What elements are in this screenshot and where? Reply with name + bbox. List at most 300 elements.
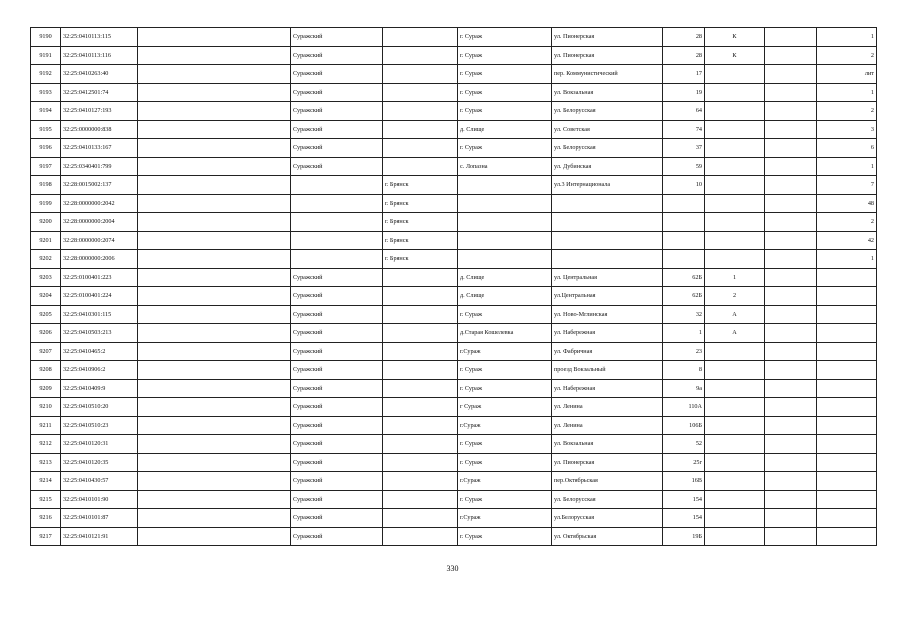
settlement-cell: г.Сураж: [458, 509, 552, 528]
cadastral-number: 32:25:0410113:115: [61, 28, 138, 47]
column-blank: [138, 213, 291, 232]
house-number-cell: 59: [663, 157, 705, 176]
row-number: 9191: [31, 46, 61, 65]
district-cell: Суражский: [291, 472, 383, 491]
column-blank: [138, 65, 291, 84]
district-cell: Суражский: [291, 379, 383, 398]
city-cell: [383, 435, 458, 454]
column-blank: [138, 472, 291, 491]
district-cell: Суражский: [291, 83, 383, 102]
street-cell: ул.Белорусская: [552, 509, 663, 528]
column-blank: [138, 435, 291, 454]
cadastral-number: 32:25:0100401:223: [61, 268, 138, 287]
extra-cell: [765, 305, 817, 324]
district-cell: Суражский: [291, 46, 383, 65]
house-number-cell: [663, 213, 705, 232]
city-cell: [383, 453, 458, 472]
extra-cell: [765, 342, 817, 361]
street-cell: [552, 250, 663, 269]
settlement-cell: д. Слище: [458, 287, 552, 306]
settlement-cell: г. Сураж: [458, 102, 552, 121]
letter-cell: [705, 342, 765, 361]
extra-cell: [765, 509, 817, 528]
letter-cell: [705, 453, 765, 472]
letter-cell: [705, 416, 765, 435]
street-cell: ул. Набережная: [552, 379, 663, 398]
district-cell: [291, 213, 383, 232]
house-number-cell: 154: [663, 490, 705, 509]
extra-cell: [765, 416, 817, 435]
row-number: 9217: [31, 527, 61, 546]
street-cell: пер. Коммунистический: [552, 65, 663, 84]
street-cell: ул. Пионерская: [552, 28, 663, 47]
table-row: [31, 268, 877, 287]
row-number: 9209: [31, 379, 61, 398]
row-number: 9215: [31, 490, 61, 509]
cadastral-number: 32:25:0410101:90: [61, 490, 138, 509]
table-row: [31, 305, 877, 324]
house-number-cell: 25г: [663, 453, 705, 472]
extra-cell: [765, 102, 817, 121]
extra-cell: [765, 472, 817, 491]
last-cell: [817, 379, 877, 398]
district-cell: Суражский: [291, 268, 383, 287]
city-cell: [383, 28, 458, 47]
last-cell: 2: [817, 213, 877, 232]
district-cell: Суражский: [291, 453, 383, 472]
settlement-cell: г. Сураж: [458, 139, 552, 158]
settlement-cell: г. Сураж: [458, 379, 552, 398]
city-cell: г. Брянск: [383, 213, 458, 232]
street-cell: проезд Вокзальный: [552, 361, 663, 380]
row-number: 9214: [31, 472, 61, 491]
column-blank: [138, 46, 291, 65]
street-cell: ул. Набережная: [552, 324, 663, 343]
city-cell: [383, 342, 458, 361]
cadastral-number: 32:25:0410121:91: [61, 527, 138, 546]
table-row: [31, 379, 877, 398]
district-cell: Суражский: [291, 324, 383, 343]
table-row: [31, 250, 877, 269]
house-number-cell: 32: [663, 305, 705, 324]
letter-cell: А: [705, 324, 765, 343]
table-row: [31, 361, 877, 380]
letter-cell: 1: [705, 268, 765, 287]
last-cell: 1: [817, 28, 877, 47]
row-number: 9205: [31, 305, 61, 324]
cadastral-number: 32:25:0412501:74: [61, 83, 138, 102]
extra-cell: [765, 157, 817, 176]
street-cell: ул. Советская: [552, 120, 663, 139]
row-number: 9202: [31, 250, 61, 269]
cadastral-number: 32:25:0410127:193: [61, 102, 138, 121]
district-cell: Суражский: [291, 435, 383, 454]
house-number-cell: 28: [663, 46, 705, 65]
last-cell: [817, 398, 877, 417]
district-cell: Суражский: [291, 139, 383, 158]
extra-cell: [765, 379, 817, 398]
street-cell: ул. Пионерская: [552, 46, 663, 65]
cadastral-number: 32:25:0000000:838: [61, 120, 138, 139]
last-cell: [817, 490, 877, 509]
column-blank: [138, 28, 291, 47]
letter-cell: [705, 213, 765, 232]
table-row: [31, 28, 877, 47]
extra-cell: [765, 213, 817, 232]
extra-cell: [765, 490, 817, 509]
table-row: [31, 213, 877, 232]
city-cell: [383, 139, 458, 158]
extra-cell: [765, 435, 817, 454]
street-cell: ул. Ленина: [552, 416, 663, 435]
city-cell: [383, 268, 458, 287]
letter-cell: [705, 139, 765, 158]
settlement-cell: г.Сураж: [458, 342, 552, 361]
row-number: 9212: [31, 435, 61, 454]
table-row: [31, 342, 877, 361]
city-cell: [383, 416, 458, 435]
cadastral-number: 32:25:0410263:40: [61, 65, 138, 84]
column-blank: [138, 379, 291, 398]
street-cell: [552, 194, 663, 213]
column-blank: [138, 157, 291, 176]
house-number-cell: [663, 250, 705, 269]
cadastral-number: 32:25:0410906:2: [61, 361, 138, 380]
district-cell: [291, 176, 383, 195]
settlement-cell: г. Сураж: [458, 46, 552, 65]
letter-cell: [705, 102, 765, 121]
letter-cell: А: [705, 305, 765, 324]
row-number: 9201: [31, 231, 61, 250]
column-blank: [138, 342, 291, 361]
last-cell: 6: [817, 139, 877, 158]
letter-cell: К: [705, 46, 765, 65]
letter-cell: [705, 194, 765, 213]
table-row: [31, 120, 877, 139]
row-number: 9200: [31, 213, 61, 232]
settlement-cell: с. Лопазна: [458, 157, 552, 176]
extra-cell: [765, 139, 817, 158]
last-cell: 3: [817, 120, 877, 139]
column-blank: [138, 139, 291, 158]
street-cell: ул. Белорусская: [552, 102, 663, 121]
house-number-cell: 19: [663, 83, 705, 102]
cadastral-number: 32:25:0410510:20: [61, 398, 138, 417]
last-cell: 2: [817, 102, 877, 121]
column-blank: [138, 231, 291, 250]
page-number: 330: [446, 564, 459, 573]
table-row: [31, 509, 877, 528]
city-cell: [383, 398, 458, 417]
column-blank: [138, 194, 291, 213]
extra-cell: [765, 287, 817, 306]
last-cell: [817, 416, 877, 435]
street-cell: пер.Октябрьская: [552, 472, 663, 491]
letter-cell: [705, 176, 765, 195]
city-cell: [383, 472, 458, 491]
street-cell: ул. Пионерская: [552, 453, 663, 472]
letter-cell: [705, 527, 765, 546]
row-number: 9199: [31, 194, 61, 213]
last-cell: 1: [817, 83, 877, 102]
column-blank: [138, 490, 291, 509]
table-row: [31, 398, 877, 417]
row-number: 9193: [31, 83, 61, 102]
street-cell: ул. Белорусская: [552, 490, 663, 509]
city-cell: [383, 65, 458, 84]
table-row: [31, 472, 877, 491]
city-cell: [383, 120, 458, 139]
cadastral-number: 32:25:0410409:9: [61, 379, 138, 398]
row-number: 9213: [31, 453, 61, 472]
last-cell: 1: [817, 157, 877, 176]
table-row: [31, 231, 877, 250]
table-row: [31, 287, 877, 306]
house-number-cell: 154: [663, 509, 705, 528]
extra-cell: [765, 268, 817, 287]
settlement-cell: г. Сураж: [458, 65, 552, 84]
extra-cell: [765, 453, 817, 472]
last-cell: [817, 527, 877, 546]
cadastral-number: 32:25:0410503:213: [61, 324, 138, 343]
row-number: 9208: [31, 361, 61, 380]
cadastral-number: 32:28:0015002:137: [61, 176, 138, 195]
settlement-cell: г.Сураж: [458, 416, 552, 435]
settlement-cell: д.Старая Кошелевка: [458, 324, 552, 343]
district-cell: Суражский: [291, 398, 383, 417]
extra-cell: [765, 527, 817, 546]
extra-cell: [765, 398, 817, 417]
extra-cell: [765, 65, 817, 84]
house-number-cell: 16В: [663, 472, 705, 491]
last-cell: [817, 324, 877, 343]
settlement-cell: [458, 250, 552, 269]
city-cell: [383, 305, 458, 324]
settlement-cell: [458, 194, 552, 213]
last-cell: 48: [817, 194, 877, 213]
house-number-cell: 9а: [663, 379, 705, 398]
extra-cell: [765, 361, 817, 380]
district-cell: Суражский: [291, 342, 383, 361]
district-cell: Суражский: [291, 509, 383, 528]
extra-cell: [765, 28, 817, 47]
cadastral-number: 32:25:0410133:167: [61, 139, 138, 158]
settlement-cell: г. Сураж: [458, 453, 552, 472]
city-cell: [383, 46, 458, 65]
district-cell: [291, 194, 383, 213]
table-row: [31, 46, 877, 65]
last-cell: [817, 453, 877, 472]
district-cell: Суражский: [291, 28, 383, 47]
table-row: [31, 435, 877, 454]
cadastral-number: 32:28:0000000:2042: [61, 194, 138, 213]
extra-cell: [765, 324, 817, 343]
settlement-cell: г. Сураж: [458, 28, 552, 47]
row-number: 9190: [31, 28, 61, 47]
district-cell: Суражский: [291, 157, 383, 176]
settlement-cell: [458, 176, 552, 195]
letter-cell: [705, 83, 765, 102]
cadastral-number: 32:25:0410465:2: [61, 342, 138, 361]
street-cell: ул. Октябрьская: [552, 527, 663, 546]
table-row: [31, 176, 877, 195]
column-blank: [138, 120, 291, 139]
settlement-cell: г. Сураж: [458, 83, 552, 102]
street-cell: ул. Ново-Мглинская: [552, 305, 663, 324]
letter-cell: [705, 435, 765, 454]
district-cell: [291, 250, 383, 269]
last-cell: [817, 268, 877, 287]
street-cell: ул.3 Интернационала: [552, 176, 663, 195]
house-number-cell: 62Б: [663, 287, 705, 306]
table-row: [31, 65, 877, 84]
cadastral-number: 32:25:0100401:224: [61, 287, 138, 306]
table-row: [31, 527, 877, 546]
district-cell: Суражский: [291, 490, 383, 509]
table-row: [31, 102, 877, 121]
settlement-cell: г. Сураж: [458, 361, 552, 380]
district-cell: Суражский: [291, 361, 383, 380]
row-number: 9207: [31, 342, 61, 361]
street-cell: ул. Центральная: [552, 268, 663, 287]
cadastral-number: 32:25:0410510:23: [61, 416, 138, 435]
table-row: [31, 157, 877, 176]
row-number: 9203: [31, 268, 61, 287]
column-blank: [138, 287, 291, 306]
city-cell: [383, 379, 458, 398]
cadastral-number: 32:25:0410301:115: [61, 305, 138, 324]
letter-cell: [705, 120, 765, 139]
last-cell: [817, 509, 877, 528]
house-number-cell: [663, 194, 705, 213]
row-number: 9196: [31, 139, 61, 158]
street-cell: ул.Центральная: [552, 287, 663, 306]
extra-cell: [765, 46, 817, 65]
last-cell: 42: [817, 231, 877, 250]
last-cell: 2: [817, 46, 877, 65]
district-cell: Суражский: [291, 65, 383, 84]
street-cell: ул. Ленина: [552, 398, 663, 417]
column-blank: [138, 102, 291, 121]
cadastral-number: 32:28:0000000:2074: [61, 231, 138, 250]
cadastral-number: 32:25:0340401:799: [61, 157, 138, 176]
column-blank: [138, 83, 291, 102]
city-cell: [383, 361, 458, 380]
cadastral-number: 32:28:0000000:2006: [61, 250, 138, 269]
house-number-cell: 74: [663, 120, 705, 139]
last-cell: [817, 287, 877, 306]
row-number: 9192: [31, 65, 61, 84]
row-number: 9211: [31, 416, 61, 435]
letter-cell: К: [705, 28, 765, 47]
settlement-cell: г Сураж: [458, 398, 552, 417]
table-row: [31, 490, 877, 509]
settlement-cell: [458, 213, 552, 232]
row-number: 9198: [31, 176, 61, 195]
row-number: 9206: [31, 324, 61, 343]
settlement-cell: г. Сураж: [458, 490, 552, 509]
district-cell: Суражский: [291, 416, 383, 435]
city-cell: г. Брянск: [383, 250, 458, 269]
cadastral-number: 32:25:0410120:31: [61, 435, 138, 454]
cadastral-number: 32:25:0410101:87: [61, 509, 138, 528]
column-blank: [138, 361, 291, 380]
house-number-cell: 62Б: [663, 268, 705, 287]
city-cell: [383, 157, 458, 176]
letter-cell: [705, 231, 765, 250]
table-row: [31, 194, 877, 213]
table-row: [31, 453, 877, 472]
city-cell: г. Брянск: [383, 194, 458, 213]
city-cell: [383, 509, 458, 528]
column-blank: [138, 527, 291, 546]
cadastral-number: 32:28:0000000:2004: [61, 213, 138, 232]
district-cell: Суражский: [291, 527, 383, 546]
house-number-cell: 23: [663, 342, 705, 361]
extra-cell: [765, 83, 817, 102]
column-blank: [138, 176, 291, 195]
city-cell: г. Брянск: [383, 176, 458, 195]
registry-sheet: [30, 27, 877, 546]
street-cell: ул. Вокзальная: [552, 83, 663, 102]
district-cell: [291, 231, 383, 250]
table-row: [31, 416, 877, 435]
letter-cell: [705, 65, 765, 84]
district-cell: Суражский: [291, 305, 383, 324]
column-blank: [138, 324, 291, 343]
street-cell: ул. Белорусская: [552, 139, 663, 158]
house-number-cell: 10: [663, 176, 705, 195]
last-cell: [817, 472, 877, 491]
row-number: 9195: [31, 120, 61, 139]
city-cell: [383, 102, 458, 121]
extra-cell: [765, 194, 817, 213]
last-cell: [817, 342, 877, 361]
settlement-cell: г. Сураж: [458, 527, 552, 546]
city-cell: [383, 287, 458, 306]
column-blank: [138, 453, 291, 472]
house-number-cell: 1: [663, 324, 705, 343]
row-number: 9197: [31, 157, 61, 176]
last-cell: 7: [817, 176, 877, 195]
row-number: 9194: [31, 102, 61, 121]
table-row: [31, 139, 877, 158]
letter-cell: [705, 361, 765, 380]
last-cell: [817, 435, 877, 454]
street-cell: ул. Дубинская: [552, 157, 663, 176]
cadastral-number: 32:25:0410120:35: [61, 453, 138, 472]
house-number-cell: 64: [663, 102, 705, 121]
table-row: [31, 324, 877, 343]
district-cell: Суражский: [291, 287, 383, 306]
row-number: 9210: [31, 398, 61, 417]
city-cell: [383, 83, 458, 102]
letter-cell: [705, 398, 765, 417]
letter-cell: [705, 379, 765, 398]
extra-cell: [765, 176, 817, 195]
house-number-cell: 17: [663, 65, 705, 84]
city-cell: [383, 490, 458, 509]
city-cell: [383, 527, 458, 546]
settlement-cell: [458, 231, 552, 250]
column-blank: [138, 305, 291, 324]
cadastral-number: 32:25:0410430:57: [61, 472, 138, 491]
letter-cell: [705, 472, 765, 491]
street-cell: [552, 213, 663, 232]
extra-cell: [765, 120, 817, 139]
house-number-cell: 110А: [663, 398, 705, 417]
house-number-cell: [663, 231, 705, 250]
